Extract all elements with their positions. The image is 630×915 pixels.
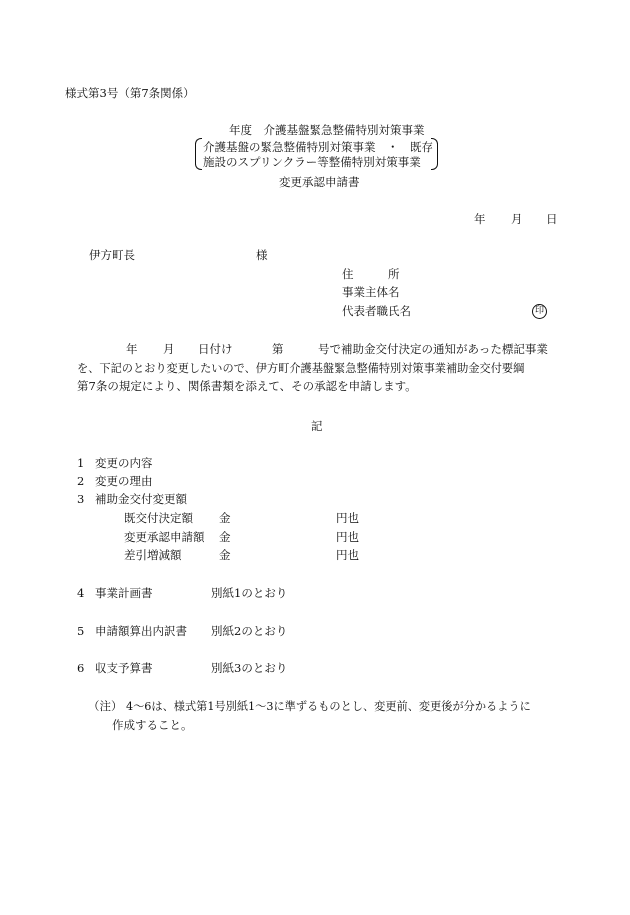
- form-number-label: 様式第3号（第7条関係）: [65, 86, 195, 100]
- amount-1-kin: 金: [219, 511, 231, 525]
- note-prefix: （注）: [88, 699, 123, 713]
- title-line-3: 施設のスプリンクラー等整備特別対策事業: [203, 155, 421, 169]
- amount-3-unit: 円也: [336, 548, 359, 562]
- date-month: 月: [511, 212, 523, 226]
- amount-2-kin: 金: [219, 530, 231, 544]
- body-year: 年: [126, 342, 138, 356]
- amount-2-label: 変更承認申請額: [124, 530, 205, 544]
- item-2-label: 変更の理由: [95, 474, 153, 488]
- amount-2-unit: 円也: [336, 530, 359, 544]
- item-6-number: 6: [77, 661, 85, 675]
- body-month: 月: [163, 342, 175, 356]
- item-6-reference: 別紙3のとおり: [211, 661, 288, 675]
- item-2-number: 2: [77, 474, 85, 488]
- note-line-1: 4～6は、様式第1号別紙1～3に準ずるものとし、変更前、変更後が分かるように: [126, 700, 531, 713]
- body-line-1: 号で補助金交付決定の通知があった標記事業: [318, 342, 548, 356]
- note-line-2: 作成すること。: [112, 718, 193, 732]
- item-4-reference: 別紙1のとおり: [211, 586, 288, 600]
- body-line-2: を、下記のとおり変更したいので、伊方町介護基盤緊急整備特別対策事業補助金交付要綱: [77, 362, 525, 375]
- amount-1-unit: 円也: [336, 511, 359, 525]
- addressee-name: 伊方町長: [89, 248, 135, 262]
- addressee-suffix: 様: [256, 248, 268, 262]
- item-5-label: 申請額算出内訳書: [95, 624, 187, 638]
- item-1-number: 1: [77, 456, 85, 470]
- item-4-number: 4: [77, 586, 85, 600]
- item-3-number: 3: [77, 492, 85, 506]
- item-5-number: 5: [77, 624, 85, 638]
- item-1-label: 変更の内容: [95, 456, 153, 470]
- date-day: 日: [546, 212, 558, 226]
- title-left-bracket: [195, 138, 202, 170]
- title-line-4: 変更承認申請書: [279, 175, 360, 189]
- body-line-3: 第7条の規定により、関係書類を添えて、その承認を申請します。: [77, 379, 417, 393]
- amount-3-label: 差引増減額: [124, 548, 182, 562]
- body-date: 日付け: [198, 342, 233, 356]
- title-line-1: 年度 介護基盤緊急整備特別対策事業: [229, 123, 425, 137]
- date-year: 年: [474, 212, 486, 226]
- item-6-label: 収支予算書: [95, 661, 153, 675]
- item-5-reference: 別紙2のとおり: [211, 624, 288, 638]
- amount-1-label: 既交付決定額: [124, 511, 193, 525]
- item-4-label: 事業計画書: [95, 586, 153, 600]
- address-label: 住 所: [342, 267, 400, 281]
- representative-label: 代表者職氏名: [342, 304, 411, 318]
- body-number: 第: [272, 342, 284, 356]
- title-line-2: 介護基盤の緊急整備特別対策事業 ・ 既存: [203, 140, 433, 154]
- item-3-label: 補助金交付変更額: [95, 492, 187, 506]
- seal-mark: 印: [532, 304, 547, 319]
- amount-3-kin: 金: [219, 548, 231, 562]
- entity-name-label: 事業主体名: [342, 285, 400, 299]
- ki-heading: 記: [311, 419, 323, 433]
